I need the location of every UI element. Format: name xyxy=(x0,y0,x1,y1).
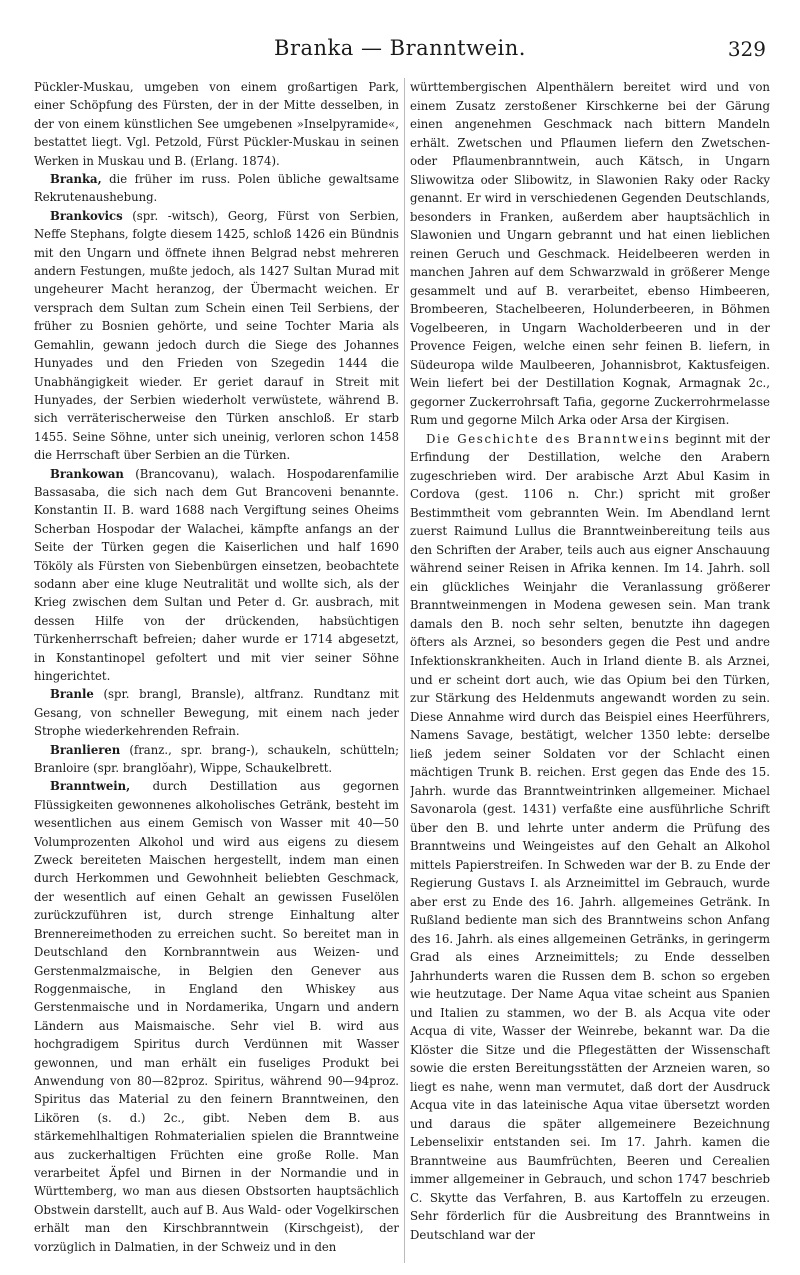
dictionary-entry xyxy=(34,741,399,778)
dictionary-entry xyxy=(410,430,770,1245)
dictionary-entry xyxy=(34,685,399,740)
dictionary-entry xyxy=(34,777,399,1256)
entry-headword: Branlieren xyxy=(50,742,121,757)
entry-text: walach. Hospodarenfamilie Bassasaba, die sich nach dem Gut Brancoveni benannte. Konstantin II. B. ward 1688 nach Vergiftung seines Oheims Scherban Hospodar der Walachei, kämpfte anfangs an der Seite der Türken gegen die Kaiserlichen und half 1690 Tököly als Fürsten von Siebenbürgen einsetzen, beobachtete sodann aber eine kluge Neutralität und wollte sich, als der Krieg zwischen dem Sultan und Peter d. Gr. ausbrach, mit dessen Hilfe von der drückenden, habsüchtigen Türkenherrschaft befreien; daher wurde er 1714 abgesetzt, in Konstantinopel gefoltert und mit vier seiner Söhne hingerichtet. xyxy=(34,466,399,683)
left-column xyxy=(34,78,399,1263)
entry-continuation xyxy=(34,78,399,170)
entry-headword: Branka, xyxy=(50,172,102,187)
entry-pronunciation: (Brancovanu), xyxy=(135,466,219,481)
entry-text: durch Destillation aus gegornen Flüssigkeiten gewonnenes alkoholisches Getränk, besteht im wesentlichen aus einem Gemisch von Wasser mit 40—50 Volumprozenten Alkohol und wird aus eigens zu diesem Zweck bereiteten Maischen hergestellt, indem man einen durch Herkommen und Gewohnheit beliebten Geschmack, der wesentlich auf einen Gehalt an gewissen Fuselölen zurückzuführen ist, durch strenge Einhaltung alter Brennereimethoden zu erreichen sucht. So bereitet man in Deutschland den Kornbranntwein aus Weizen- und Gerstenmalzmaische, in Belgien den Genever aus Roggenmaische, in England den Whiskey aus Gerstenmaische und in Nordamerika, Ungarn und andern Ländern aus Maismaische. Sehr viel B. wird aus hochgradigem Spiritus durch Verdünnen mit Wasser gewonnen, und man erhält ein fuseliges Produkt bei Anwendung von 80—82proz. Spiritus, während 90—94proz. Spiritus das Material zu den feinern Branntweinen, den Likören (s. d.) 2c., gibt. Neben dem B. aus stärkemehlhaltigen Rohmaterialien spielen die Branntweine aus zuckerhaltigen Früchten eine große Rolle. Man verarbeitet Äpfel und Birnen in der Normandie und in Württemberg, wo man aus diesen Obstsorten hauptsächlich Obstwein darstellt, auch auf B. Aus Wald- oder Vogelkirschen erhält man den Kirschbranntwein (Kirschgeist), der vorzüglich in Dalmatien, in der Schweiz und in den xyxy=(34,779,399,1254)
entry-text: Georg, Fürst von Serbien, Neffe Stephans, folgte diesem 1425, schloß 1426 ein Bündnis mit den Ungarn und öffnete ihnen Belgrad nebst mehreren andern Festungen, mußte jedoch, als 1427 Sultan Murad mit ungeheurer Macht heranzog, der Übermacht weichen. Er versprach dem Sultan zum Schein einen Teil Serbiens, der früher zu Bosnien gehörte, und seine Tochter Maria als Gemahlin, gewann jedoch durch die Siege des Johannes Hunyades und den Frieden von Szegedin 1444 die Unabhängigkeit wieder. Er geriet darauf in Streit mit Hunyades, der Serbien wiederholt verwüstete, während B. sich verräterischerweise den Türken anschloß. Er starb 1455. Seine Söhne, unter sich uneinig, verloren schon 1458 die Herrschaft über Serbien an die Türken. xyxy=(34,208,399,463)
column-divider xyxy=(404,78,405,1263)
right-column xyxy=(410,78,770,1263)
entry-pronunciation: (spr. brangl, Bransle), xyxy=(103,687,245,702)
page-number: 329 xyxy=(727,37,766,61)
entry-headword: Branle xyxy=(50,687,94,702)
entry-text: schaukeln, schütteln; Branloire (spr. branglŏahr), Wippe, Schaukelbrett. xyxy=(34,742,399,776)
entry-pronunciation: (franz., spr. brang-), xyxy=(129,742,259,757)
running-head: Branka — Branntwein. xyxy=(274,36,526,60)
entry-text: beginnt mit der Erfindung der Destillation, welche den Arabern zugeschrieben wird. Der arabische Arzt Abul Kasim in Cordova (gest. 1106 n. Chr.) spricht mit großer Bestimmtheit vom gebrannten Wein. Im Abendland lernt zuerst Raimund Lullus die Branntweinbereitung teils aus den Schriften der Araber, teils auch aus eigner Anschauung während seiner Reisen in Afrika kennen. Im 14. Jahrh. soll ein glückliches Weinjahr die Veranlassung größerer Branntweinmengen in Modena gewesen sein. Man trank damals den B. noch sehr selten, benutzte ihn dagegen öfters als Arznei, so besonders gegen die Pest und andre Infektionskrankheiten. Auch in Irland diente B. als Arznei, und er scheint dort auch, wie das Opium bei den Türken, zur Stärkung des Heldenmuts angewandt worden zu sein. Diese Annahme wird durch das Beispiel eines Heerführers, Namens Savage, bestätigt, welcher 1350 lebte: derselbe ließ jedem seiner Soldaten vor der Schlacht einen mächtigen Trunk B. reichen. Erst gegen das Ende des 15. Jahrh. wurde das Branntweintrinken allgemeiner. Michael Savonarola (gest. 1431) verfaßte eine ausführliche Schrift über den B. und lehrte unter anderm die Prüfung des Branntweins und Weingeistes auf den Gehalt an Alkohol mittels Papierstreifen. In Schweden war der B. zu Ende der Regierung Gustavs I. als Arzneimittel im Gebrauch, wurde aber erst zu Ende des 16. Jahrh. allgemeines Getränk. In Rußland bediente man sich des Branntweins schon Anfang des 16. Jahrh. als eines allgemeinen Getränks, in geringerm Grad als eines Arzneimittels; zu Ende desselben Jahrhunderts waren die Russen dem B. schon so ergeben wie heutzutage. Der Name Aqua vitae scheint aus Spanien und Italien zu stammen, wo der B. als Acqua vite oder Acqua di vite, Wasser der Weinrebe, bekannt war. Da die Klöster die Sitze und die Pflegestätten der Wissenschaft sowie die ersten Bereitungsstätten der Arzneien waren, so liegt es nahe, wenn man vermutet, daß dort der Ausdruck Acqua vite in das lateinische Aqua vitae übersetzt worden und daraus die später allgemeinere Bezeichnung Lebenselixir entstanden sei. Im 17. Jahrh. kamen die Branntweine aus Baumfrüchten, Beeren und Cerealien immer allgemeiner in Gebrauch, und schon 1747 beschrieb C. Skytte das Verfahren, B. aus Kartoffeln zu erzeugen. Sehr förderlich für die Ausbreitung des Branntweins in Deutschland war der xyxy=(410,431,770,1242)
entry-continuation xyxy=(410,78,770,430)
entry-headword: Brankowan xyxy=(50,466,124,481)
entry-text: württembergischen Alpenthälern bereitet wird und von einem Zusatz zerstoßener Kirschkerne bei der Gärung einen angenehmen Geschmack nach bittern Mandeln erhält. Zwetschen und Pflaumen liefern den Zwetschen- oder Pflaumenbranntwein, auch Kätsch, in Ungarn Sliwowitza oder Slibowitz, in Slawonien Raky oder Racky genannt. Er wird in verschiedenen Gegenden Deutschlands, besonders in Franken, außerdem aber hauptsächlich in Slawonien und Ungarn gebrannt und hat einen lieblichen reinen Geruch und Geschmack. Heidelbeeren werden in manchen Jahren auf dem Schwarzwald in größerer Menge gesammelt und auf B. verarbeitet, ebenso Himbeeren, Brombeeren, Stachelbeeren, Holunderbeeren, in Böhmen Vogelbeeren, in Ungarn Wacholderbeeren und in der Provence Feigen, welche einen sehr feinen B. liefern, in Südeuropa wilde Maulbeeren, Johannisbrot, Kaktusfeigen. Wein liefert bei der Destillation Kognak, Armagnak 2c., gegorner Zuckerrohrsaft Tafia, gegorne Zuckerrohrmelasse Rum und gegorne Milch Arka oder Arsa der Kirgisen. xyxy=(410,80,770,428)
entry-headword: Brankovics xyxy=(50,208,123,223)
entry-pronunciation: (spr. -witsch), xyxy=(132,208,219,223)
section-heading: Die Geschichte des Branntweins xyxy=(426,431,671,446)
dictionary-entry xyxy=(34,170,399,207)
entry-headword: Branntwein, xyxy=(50,779,131,794)
dictionary-entry xyxy=(34,465,399,686)
entry-text: Pückler-Muskau, umgeben von einem großartigen Park, einer Schöpfung des Fürsten, der in der Mitte desselben, in der von einem künstlichen See umgebenen »Inselpyramide«, bestattet liegt. Vgl. Petzold, Fürst Pückler-Muskau in seinen Werken in Muskau und B. (Erlang. 1874). xyxy=(34,80,399,168)
dictionary-entry xyxy=(34,207,399,465)
entry-text: altfranz. Rundtanz mit Gesang, von schneller Bewegung, mit einem nach jeder Strophe wiederkehrenden Refrain. xyxy=(34,687,399,739)
page-header xyxy=(0,28,800,70)
entry-text: die früher im russ. Polen übliche gewaltsame Rekrutenaushebung. xyxy=(34,172,399,205)
